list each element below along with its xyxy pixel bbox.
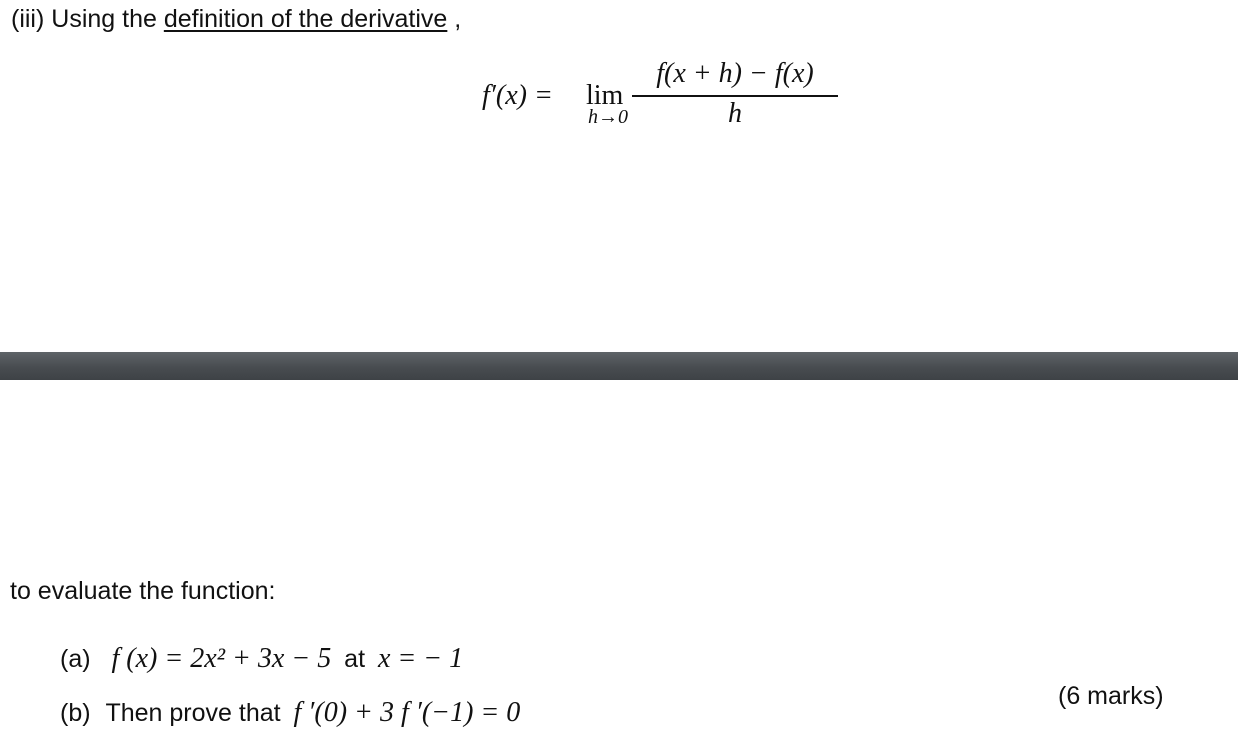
fraction-bar — [632, 95, 838, 97]
part-a — [60, 643, 463, 675]
formula-lim-subscript: h→0 — [588, 106, 628, 128]
formula-lim: lim — [586, 80, 624, 111]
part-b-label: (b) — [60, 699, 91, 727]
part-b — [60, 697, 520, 729]
question-intro — [11, 5, 461, 34]
part-a-condition: x = − 1 — [377, 643, 464, 674]
intro-suffix: , — [447, 5, 462, 33]
marks-label: (6 marks) — [1058, 682, 1164, 710]
part-b-text: Then prove that — [105, 699, 281, 727]
part-a-label: (a) — [60, 645, 91, 673]
derivative-definition-link[interactable]: definition of the derivative — [163, 5, 448, 33]
derivative-formula — [482, 58, 842, 138]
intro-prefix: (iii) Using the — [11, 5, 164, 33]
formula-numerator: f(x + h) − f(x) — [656, 58, 814, 89]
part-a-connector: at — [344, 645, 366, 673]
section-divider — [0, 352, 1238, 380]
part-a-expression: f (x) = 2x² + 3x − 5 — [111, 643, 332, 674]
formula-denominator: h — [728, 98, 742, 129]
formula-lhs: f′(x) = — [482, 80, 553, 111]
evaluate-instruction: to evaluate the function: — [10, 577, 276, 605]
part-b-expression: f ′(0) + 3 f ′(−1) = 0 — [293, 697, 521, 728]
